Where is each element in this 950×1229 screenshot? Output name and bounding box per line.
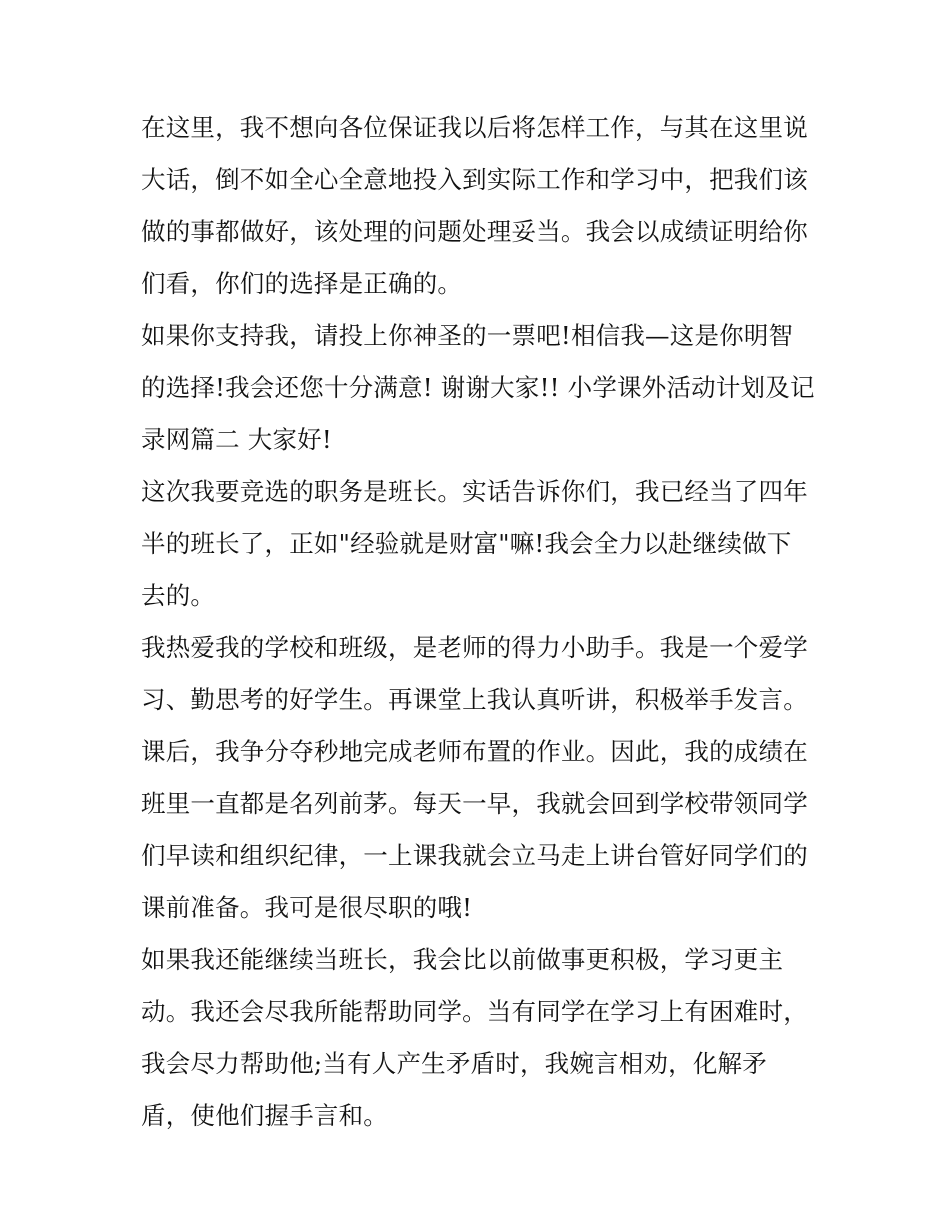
- text-line: 班里一直都是名列前茅。每天一早，我就会回到学校带领同学: [141, 789, 808, 818]
- text-line: 我热爱我的学校和班级，是老师的得力小助手。我是一个爱学: [141, 633, 808, 662]
- text-line: 的选择!我会还您十分满意! 谢谢大家!! 小学课外活动计划及记: [141, 373, 815, 402]
- text-line: 课后，我争分夺秒地完成老师布置的作业。因此，我的成绩在: [141, 737, 808, 766]
- text-line: 们看，你们的选择是正确的。: [141, 269, 463, 298]
- text-line: 做的事都做好，该处理的问题处理妥当。我会以成绩证明给你: [141, 217, 808, 246]
- text-line: 习、勤思考的好学生。再课堂上我认真听讲，积极举手发言。: [141, 685, 808, 714]
- text-line: 盾，使他们握手言和。: [141, 1101, 388, 1130]
- text-line: 录网篇二 大家好!: [141, 425, 332, 454]
- text-line: 半的班长了，正如"经验就是财富"嘛!我会全力以赴继续做下: [141, 529, 792, 558]
- text-line: 去的。: [141, 581, 216, 610]
- text-line: 如果我还能继续当班长，我会比以前做事更积极，学习更主: [141, 945, 784, 974]
- text-line: 我会尽力帮助他;当有人产生矛盾时，我婉言相劝，化解矛: [141, 1049, 767, 1078]
- text-line: 这次我要竞选的职务是班长。实话告诉你们，我已经当了四年: [141, 477, 808, 506]
- text-line: 们早读和组织纪律，一上课我就会立马走上讲台管好同学们的: [141, 841, 808, 870]
- text-line: 在这里，我不想向各位保证我以后将怎样工作，与其在这里说: [141, 113, 808, 142]
- text-line: 如果你支持我，请投上你神圣的一票吧!相信我—这是你明智: [141, 321, 794, 350]
- document-body: [141, 102, 821, 1142]
- text-line: 课前准备。我可是很尽职的哦!: [141, 893, 473, 922]
- text-line: 大话，倒不如全心全意地投入到实际工作和学习中，把我们该: [141, 165, 808, 194]
- text-line: 动。我还会尽我所能帮助同学。当有同学在学习上有困难时，: [141, 997, 808, 1026]
